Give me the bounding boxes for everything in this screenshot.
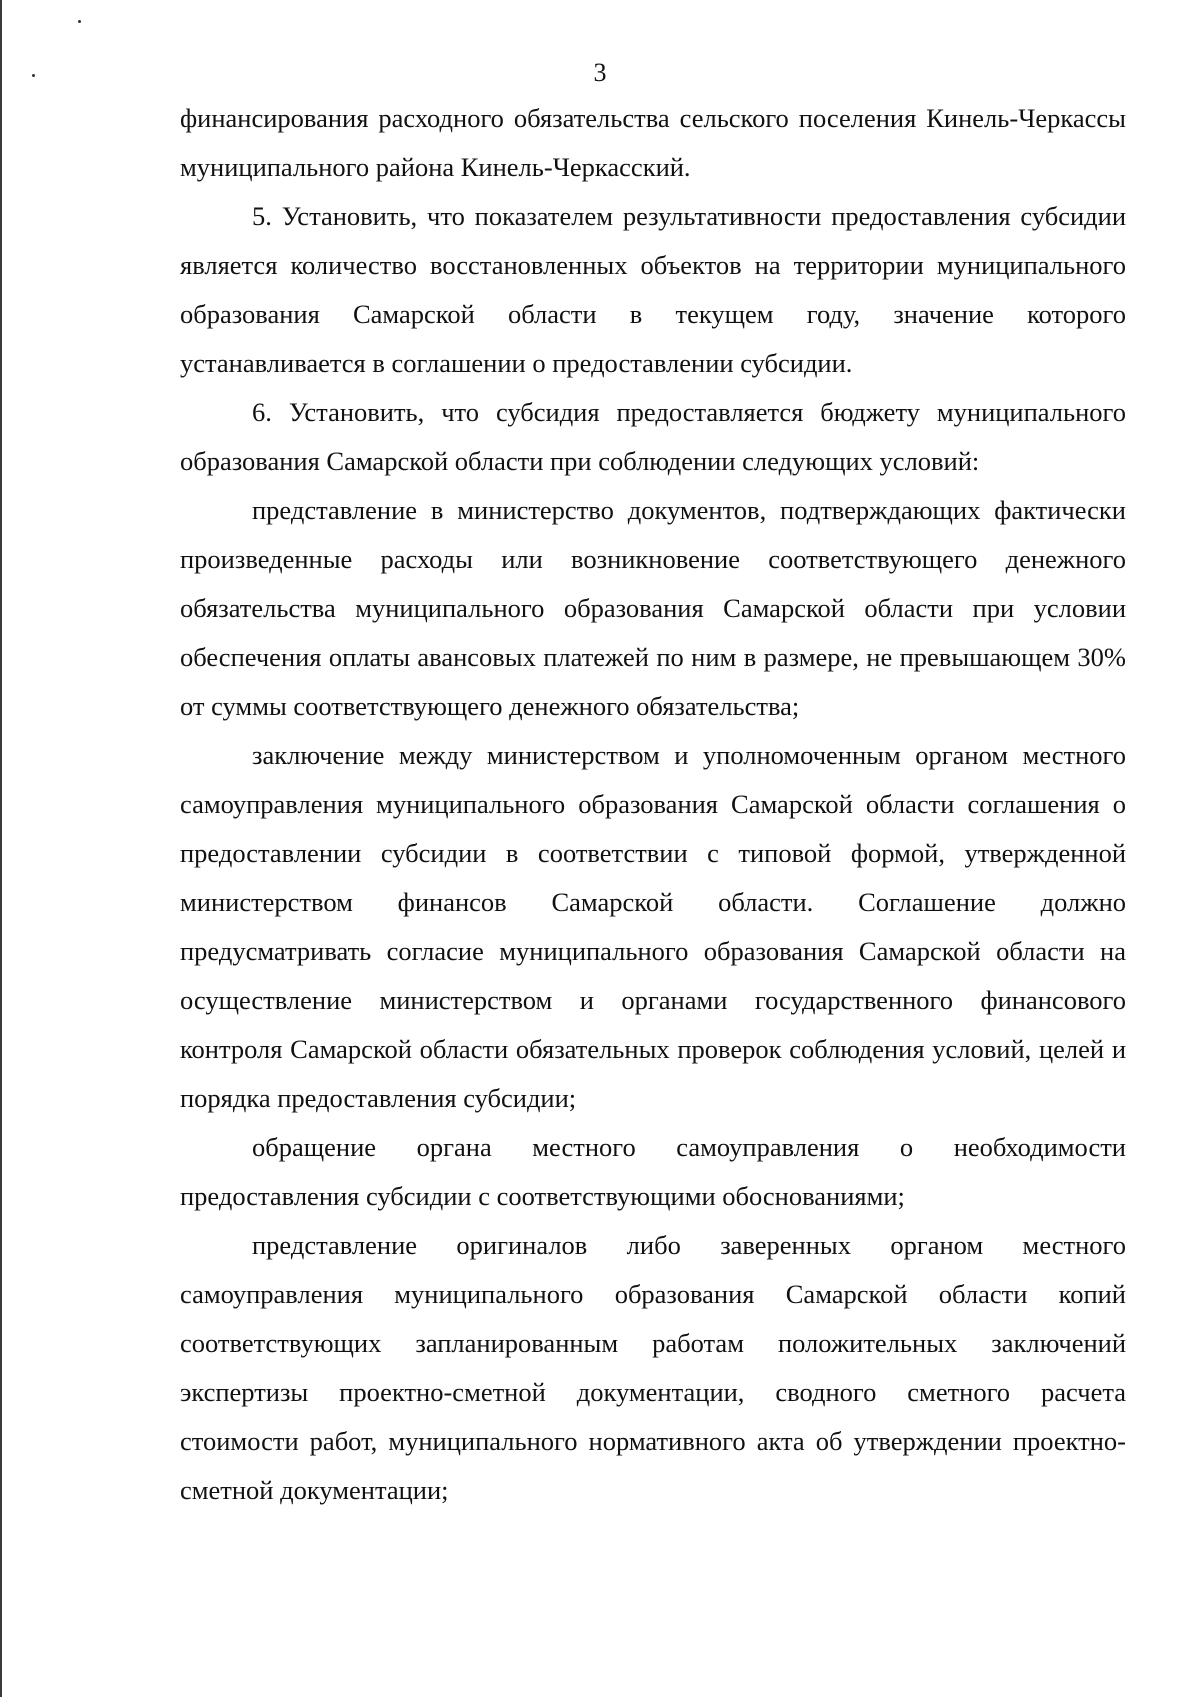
- paragraph-condition-request: обращение органа местного самоуправления о необходимости предоставления субсидии с соответствующими обоснованиями;: [180, 1132, 1126, 1211]
- paragraph-condition-agreement: заключение между министерством и уполномоченным органом местного самоуправления муниципального образования Самарской области соглашения о предоставлении субсидии в соответствии с типовой формой, утвержденной министерством финансов Самарской области. Соглашение должно предусматривать согласие муниципального образования Самарской области на осуществление министерством и органами государственного финансового контроля Самарской области обязательных проверок соблюдения условий, целей и порядка предоставления субсидии;: [180, 740, 1126, 1113]
- document-body: [180, 94, 1126, 1515]
- paragraph-item-6: 6. Установить, что субсидия предоставляется бюджету муниципального образования Самарской области при соблюдении следующих условий:: [180, 397, 1126, 476]
- scan-mark: [78, 20, 81, 23]
- page-edge: [0, 0, 2, 1697]
- paragraph-item-5: 5. Установить, что показателем результативности предоставления субсидии является количество восстановленных объектов на территории муниципального образования Самарской области в текущем году, значение которого устанавливается в соглашении о предоставлении субсидии.: [180, 201, 1126, 378]
- paragraph-condition-documents: представление в министерство документов, подтверждающих фактически произведенные расходы или возникновение соответствующего денежного обязательства муниципального образования Самарской области при условии обеспечения оплаты авансовых платежей по ним в размере, не превышающем 30% от суммы соответствующего денежного обязательства;: [180, 495, 1126, 721]
- paragraph-continuation: финансирования расходного обязательства сельского поселения Кинель-Черкассы муниципального района Кинель-Черкасский.: [180, 103, 1126, 182]
- page-number: 3: [593, 58, 607, 87]
- paragraph-condition-originals: представление оригиналов либо заверенных органом местного самоуправления муниципального образования Самарской области копий соответствующих запланированным работам положительных заключений экспертизы проектно-сметной документации, сводного сметного расчета стоимости работ, муниципального нормативного акта об утверждении проектно-сметной документации;: [180, 1230, 1126, 1505]
